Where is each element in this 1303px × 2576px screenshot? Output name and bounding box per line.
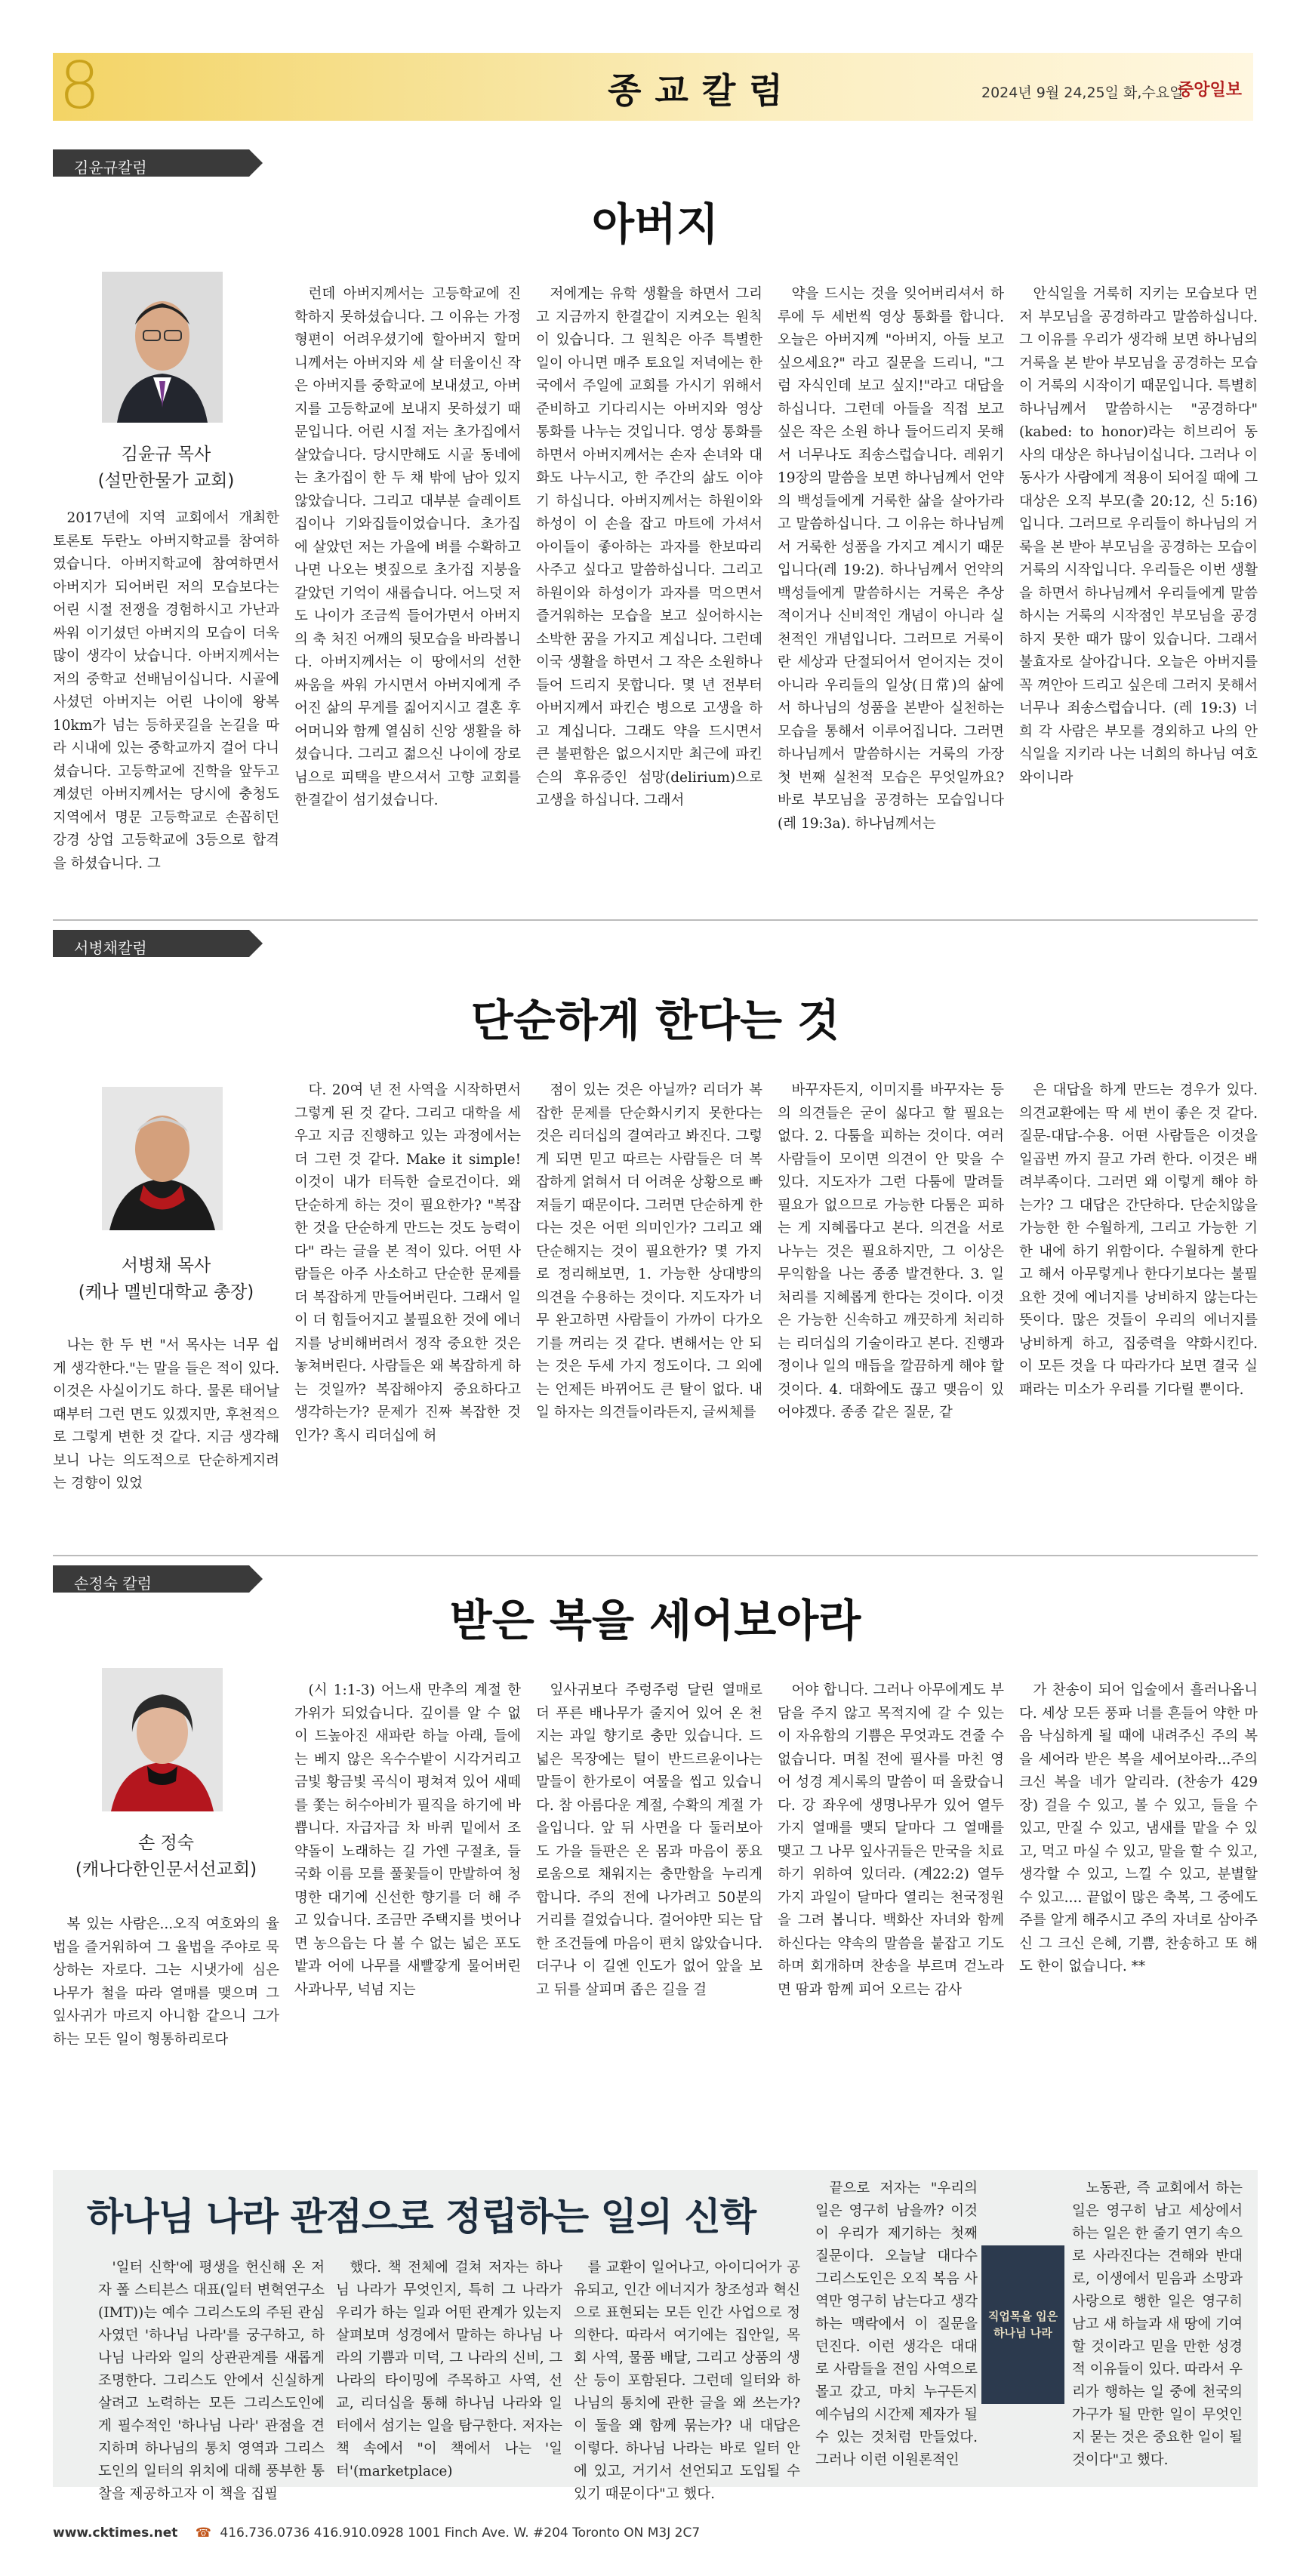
author-name: 손 정숙 xyxy=(138,1833,194,1853)
column-title: 받은 복을 세어보아라 xyxy=(449,1595,861,1646)
book-review-text-3: 를 교환이 일어나고, 아이디어가 공유되고, 인간 에너지가 창조성과 혁신으로 표현되는 모든 인간 사업으로 정의한다. 따라서 여기에는 집안일, 목회 사역, 물품 배달, 그리고 상품의 생산 등이 포함된다. 그런데 일터와 하나님의 통치에 관한 글을 왜 쓰는가? 이 둘을 왜 함께 묶는가? 내 대답은 이렇다. 하나님 나라는 바로 일터 안에 있고, 거기서 선언되고 도입될 수 있기 때문이다"고 했다. xyxy=(574,2260,800,2502)
column-text-1: 나는 한 두 번 "서 목사는 너무 쉽게 생각한다."는 말을 들은 적이 있다. 이것은 사실이기도 하다. 물론 태어날 때부터 그런 면도 있겠지만, 후천적으로 그렇게 변한 것 같다. 지금 생각해보니 나는 의도적으로 단순하게지려는 경향이 있었 xyxy=(53,1337,279,1491)
column-text-2: (시 1:1-3) 어느새 만추의 계절 한가위가 되었습니다. 깊이를 알 수 없이 드높아진 새파란 하늘 아래, 들에는 베지 않은 옥수수밭이 시각거리고 금빛 황금빛 곡식이 평쳐져 있어 새떼를 쫓는 허수아비가 필직을 하기에 바쁩니다. 자급자급 차 바퀴 밑에서 조약돌이 노래하는 길 가엔 구절초, 들국화 이름 모를 풀꽃들이 만발하여 청명한 대기에 신선한 향기를 더 해 주고 있습니다. 조금만 주택지를 벗어나면 농으읍는 다 볼 수 없는 넓은 포도밭과 어에 나무를 새빨갛게 물어버린 사과나무, 넉넘 지는 xyxy=(294,1682,521,1998)
page-header xyxy=(53,48,1253,124)
column-text-5: 가 찬송이 되어 입술에서 흘러나옵니다. 세상 모든 풍파 너를 흔들어 약한 마음 낙심하게 될 때에 내려주신 주의 복을 세어라 받은 복을 세어보아라...주의 크신 복을 네가 알리라. (찬송가 429장) 걸을 수 있고, 볼 수 있고, 들을 수 있고, 만질 수 있고, 냄새를 맡을 수 있고, 먹고 마실 수 있고, 말을 할 수 있고, 생각할 수 있고, 느낄 수 있고, 분별할 수 있고.... 끝없이 많은 축복, 그 중에도 주를 알게 해주시고 주의 자녀로 삼아주신 그 크신 은혜, 기쁨, 찬송하고 또 해도 한이 없습니다. ** xyxy=(1019,1682,1258,1974)
author-affiliation: (설만한물가 교회) xyxy=(97,471,235,491)
author-affiliation: (케나 멜빈대학교 총장) xyxy=(78,1282,254,1302)
column-tag: 서병채칼럼 xyxy=(53,930,249,957)
page-footer xyxy=(53,2525,700,2541)
column-text-5: 은 대답을 하게 만드는 경우가 있다. 의견교환에는 딱 세 번이 좋은 것 같다. 질문-대답-수용. 어떤 사람들은 이것을 일곱번 까지 끌고 가려 한다. 이것은 배려부족이다. 그러면 왜 이렇게 해야 하는가? 그 대답은 간단하다. 단순치않을 가능한 한 수월하게, 그리고 가능한 기한 내에 하기 위함이다. 수월하게 한다고 해서 아무렇게나 한다기보다는 불필요한 것에 에너지를 낭비하지 않는다는 뜻이다. 많은 것들이 우리의 에너지를 낭비하게 하고, 집중력을 약화시킨다. 이 모든 것을 다 따라가다 보면 결국 실패라는 미소가 우리를 기다릴 뿐이다. xyxy=(1019,1082,1258,1398)
column-text-5: 안식일을 거룩히 지키는 모습보다 먼저 부모님을 공경하라고 말씀하십니다. 그 이유를 우리가 생각해 보면 하나님의 거룩을 본 받아 부모님을 공경하는 모습이 거룩의 시작이기 때문입니다. 특별히 하나님께서 말씀하시는 "공경하다"(kabed: to honor)라는 히브리어 동사의 대상은 하나님이십니다. 그러나 이 동사가 사람에게 적용이 되어질 때에 그 대상은 오직 부모(출 20:12, 신 5:16)입니다. 그러므로 우리들이 하나님의 거룩을 본 받아 부모님을 공경하는 모습이 거룩의 시작입니다. 우리들은 이번 생활을 하면서 하나님께서 우리들에게 말씀하시는 거룩의 시작점인 부모님을 공경하지 못한 때가 많이 있습니다. 그래서 불효자로 살아갑니다. 오늘은 아버지를 꼭 껴안아 드리고 싶은데 그러지 못해서 너무나 죄송스럽습니다. (레 19:3) 너희 각 사람은 부모를 경외하고 나의 안식일을 지키라 나는 너희의 하나님 여호와이니라 xyxy=(1019,286,1258,786)
author-name: 서병채 목사 xyxy=(121,1256,211,1276)
section-divider xyxy=(53,919,1258,921)
column-tag: 손정숙 칼럼 xyxy=(53,1565,249,1593)
book-review-text-5: 노동관, 즉 교회에서 하는 일은 영구히 남고 세상에서 하는 일은 한 줄기 연기 속으로 사라진다는 견해와 반대로, 이생에서 믿음과 소망과 사랑으로 행한 일은 영구히 남고 새 하늘과 새 땅에 기여할 것이라고 믿을 만한 성경적 이유들이 있다. 따라서 우리가 행하는 일 중에 천국의 가구가 될 만한 일이 무엇인지 묻는 것은 중요한 일이 될 것이다"고 했다. xyxy=(1072,2181,1243,2468)
column-text-4: 어야 합니다. 그러나 아무에게도 부담을 주지 않고 목적지에 갈 수 있는 이 자유함의 기쁨은 무엇과도 견줄 수 없습니다. 며칠 전에 필사를 마친 영어 성경 계시록의 말씀이 떠 올랐습니다. 강 좌우에 생명나무가 있어 열두 가지 열매를 맺되 달마다 그 열매를 맺고 그 나무 잎사귀들은 만국을 치료하기 위하여 있더라. (계22:2) 열두 가지 과일이 달마다 열리는 천국정원을 그려 봅니다. 백화산 자녀와 함께 하신다는 약속의 말씀을 붙잡고 기도하며 회개하며 찬송을 부르며 걷노라면 땀과 함께 피어 오르는 감사 xyxy=(778,1682,1004,1998)
column-text-3: 저에게는 유학 생활을 하면서 그리고 지금까지 한결같이 지켜오는 원칙이 있습니다. 그 원칙은 아주 특별한 일이 아니면 매주 토요일 저녁에는 한국에서 주일에 교회를 가시기 위해서 준비하고 기다리시는 아버지와 영상 통화를 나누는 것입니다. 영상 통화를 하면서 아버지께서는 손자 손녀와 대화도 나누시고, 한 주간의 삶도 이야기 하십니다. 아버지께서는 하원이와 하성이 이 손을 잡고 마트에 가셔서 아이들이 좋아하는 과자를 한보따리 사주고 싶다고 말씀하십니다. 그리고 하원이와 하성이가 과자를 먹으면서 즐거워하는 모습을 보고 싶어하시는 소박한 꿈을 가지고 계십니다. 그런데 이국 생활을 하면서 그 작은 소원하나 들어 드리지 못합니다. 몇 년 전부터 아버지께서 파킨슨 병으로 고생을 하고 계십니다. 그래도 약을 드시면서 큰 불편함은 없으시지만 최근에 파킨슨의 후유증인 섬망(delirium)으로 고생을 하십니다. 그래서 xyxy=(536,286,762,808)
section-divider xyxy=(53,1555,1258,1556)
column-text-2: 다. 20여 년 전 사역을 시작하면서 그렇게 된 것 같다. 그리고 대학을 세우고 지금 진행하고 있는 과정에서는 더 그런 것 같다. Make it simple! 이것이 내가 터득한 슬로건이다. 왜 단순하게 하는 것이 필요한가? "복잡한 것을 단순하게 만드는 것도 능력이다" 라는 글을 본 적이 있다. 어떤 사람들은 아주 사소하고 단순한 문제를 더 복잡하게 만들어버린다. 그래서 일이 더 힘들어지고 불필요한 것에 에너지를 낭비해버려서 정작 중요한 것은 놓쳐버린다. 사람들은 왜 복잡하게 하는 것일까? 복잡해야지 중요하다고 생각하는가? 문제가 진짜 복잡한 것인가? 혹시 리더십에 허 xyxy=(294,1082,521,1444)
column-text-1: 2017년에 지역 교회에서 개최한 토론토 두란노 아버지학교를 참여하였습니다. 아버지학교에 참여하면서 아버지가 되어버린 저의 모습보다는 어린 시절 전쟁을 경험하시고 가난과 싸워 이기셨던 아버지의 모습이 더욱 많이 생각이 났습니다. 아버지께서는 저의 중학교 선배님이십니다. 시골에 사셨던 아버지는 어린 나이에 왕복10km가 넘는 등하굣길을 논길을 따라 시내에 있는 중학교까지 걸어 다니셨습니다. 고등학교에 진학을 앞두고 계셨던 아버지께서는 당시에 충청도 지역에서 명문 고등학교로 손꼽히던 강경 상업 고등학교에 3등으로 합격을 하셨습니다. 그 xyxy=(53,510,279,872)
book-review-title: 하나님 나라 관점으로 정립하는 일의 신학 xyxy=(87,2194,756,2239)
book-cover-image xyxy=(981,2245,1064,2404)
book-review-box xyxy=(53,2170,1258,2502)
column-text-4: 약을 드시는 것을 잊어버리셔서 하루에 두 세번씩 영상 통화를 합니다. 오늘은 아버지께 "아버지, 아들 보고 싶으세요?" 라고 질문을 드리니, "그럼 자식인데 보고 싶지!"라고 대답을 하십니다. 그런데 아들을 직접 보고 싶은 작은 소원 하나 들어드리지 못해서 너무나도 죄송스럽습니다. 레위기 19장의 말씀을 보면 하나님께서 언약의 백성들에게 거룩한 삶을 살아가라고 말씀하십니다. 그 이유는 하나님께서 거룩한 성품을 가지고 계시기 때문입니다(레 19:2). 하나님께서 언약의 백성들에게 말씀하시는 거룩은 추상적이거나 신비적인 개념이 아니라 실천적인 개념입니다. 그러므로 거룩이란 세상과 단절되어서 얻어지는 것이 아니라 우리들의 일상(日常)의 삶에서 하나님의 성품을 본받아 실천하는 모습을 통해서 이루어집니다. 그러면 하나님께서 말씀하시는 거룩의 가장 첫 번째 실천적 모습은 무엇일까요? 바로 부모님을 공경하는 모습입니다(레 19:3a). 하나님께서는 xyxy=(778,286,1004,832)
author-affiliation: (캐나다한인문서선교회) xyxy=(75,1860,257,1879)
column-text-3: 잎사귀보다 주렁주렁 달린 열매로 더 푸른 배나무가 줄지어 있어 온 천지는 과일 향기로 충만 있습니다. 드넓은 목장에는 털이 반드르윤이나는 말들이 한가로이 여물을 씹고 있습니다. 참 아름다운 계절, 수확의 계절 가을입니다. 앞 뒤 사면을 다 둘러보아도 가을 들판은 온 몸과 마음이 풍요로움으로 채워지는 충만함을 누리게 합니다. 주의 전에 나가려고 50분의 거리를 걸었습니다. 걸어야만 되는 답한 조건들에 마음이 편치 않았습니다. 더구나 이 길엔 인도가 없어 앞을 보고 뒤를 살피며 좁은 길을 걸 xyxy=(536,1682,762,1998)
column-title: 아버지 xyxy=(591,199,719,250)
book-review-text-2: 했다. 책 전체에 걸쳐 저자는 하나님 나라가 무엇인지, 특히 그 나라가 우리가 하는 일과 어떤 관계가 있는지 살펴보며 성경에서 말하는 하나님 나라의 기쁨과 미덕, 그 나라의 신비, 그 나라의 타이밍에 주목하고 사역, 선교, 리더십을 통해 하나님 나라와 일터에서 섬기는 일을 탐구한다. 저자는 책 속에서 "이 책에서 나는 '일터'(marketplace) xyxy=(336,2260,562,2479)
author-photo xyxy=(102,1087,223,1230)
column-text-1: 복 있는 사람은...오직 여호와의 율법을 즐거워하여 그 율법을 주야로 묵상하는 자로다. 그는 시냇가에 심은 나무가 철을 따라 열매를 맺으며 그 잎사귀가 마르지 아니함 같으니 그가 하는 모든 일이 형통하리로다 xyxy=(53,1916,279,2048)
book-cover-title: 직업목을 입은 하나님 나라 xyxy=(987,2310,1058,2340)
author-photo xyxy=(102,1668,223,1811)
footer-contact: 416.736.0736 416.910.0928 1001 Finch Ave. W. #204 Toronto ON M3J 2C7 xyxy=(220,2525,701,2541)
column-text-4: 바꾸자든지, 이미지를 바꾸자는 등의 의견들은 굳이 싫다고 할 필요는 없다. 2. 다툼을 피하는 것이다. 여러 사람들이 모이면 의견이 안 맞을 수 있다. 지도자가 그런 다툼에 말려들 필요가 없으므로 가능한 다툼은 피하는 게 지혜롭다고 본다. 의견을 서로 나누는 것은 필요하지만, 그 이상은 무익함을 나는 종종 발견한다. 3. 일 처리를 지혜롭게 한다는 것이다. 이것은 가능한 신속하고 깨끗하게 처리하는 리더십의 기술이라고 본다. 진행과정이나 일의 매듭을 깔끔하게 해야 할 것이다. 4. 대화에도 끊고 맺음이 있어야겠다. 종종 같은 질문, 같 xyxy=(778,1082,1004,1420)
book-review-text-4: 끝으로 저자는 "우리의 일은 영구히 남을까? 이것이 우리가 제기하는 첫째 질문이다. 오늘날 대다수 그리스도인은 오직 복음 사역만 영구히 남는다고 생각하는 맥락에서 이 질문을 던진다. 이런 생각은 대대로 사람들을 전임 사역으로 몰고 갔고, 마치 누구든지 예수님의 시간제 제자가 될 수 있는 것처럼 만들었다. 그러나 이런 이원론적인 xyxy=(815,2181,978,2468)
column-text-3: 점이 있는 것은 아닐까? 리더가 복잡한 문제를 단순화시키지 못한다는 것은 리더십의 결여라고 봐진다. 그렇게 되면 믿고 따르는 사람들은 더 복잡하게 얽혀서 더 어려운 상황으로 빠져들기 때문이다. 그러면 단순하게 한다는 것은 어떤 의미인가? 그리고 왜 단순해지는 것이 필요한가? 몇 가지로 정리해보면, 1. 가능한 상대방의 의견을 수용하는 것이다. 지도자가 너무 완고하면 사람들이 가까이 다가오기를 꺼리는 것 같다. 변해서는 안 되는 것은 두세 가지 정도이다. 그 외에는 언제든 바뀌어도 큰 탈이 없다. 내일 하자는 의견들이라든지, 글씨체를 xyxy=(536,1082,762,1420)
footer-website: www.cktimes.net xyxy=(53,2525,178,2541)
author-name: 김윤규 목사 xyxy=(121,445,211,464)
section-title: 종교칼럼 xyxy=(608,70,796,111)
phone-icon: ☎ xyxy=(195,2525,211,2541)
author-photo xyxy=(102,272,223,423)
newspaper-logo: 중앙일보 xyxy=(1178,81,1243,100)
column-title: 단순하게 한다는 것 xyxy=(470,995,840,1046)
column-text-2: 런데 아버지께서는 고등학교에 진학하지 못하셨습니다. 그 이유는 가정 형편이 어려우셨기에 할아버지 할머니께서는 아버지와 세 살 터울이신 작은 아버지를 중학교에 보내셨고, 아버지를 고등학교에 보내지 못하셨기 때문입니다. 어린 시절 저는 초가집에서 살았습니다. 당시만해도 시골 동네에는 초가집이 한 두 채 밖에 남아 있지 않았습니다. 그리고 대부분 슬레이트 집이나 기와집들이었습니다. 초가집에 살았던 저는 가을에 벼를 수확하고 나면 나오는 볏짚으로 초가집 지붕을 갈았던 기억이 새롭습니다. 어느덧 저도 나이가 조금씩 들어가면서 아버지의 축 처진 어깨의 뒷모습을 바라봅니다. 아버지께서는 이 땅에서의 선한 싸움을 싸워 가시면서 아버지에게 주어진 삶의 무게를 짊어지시고 결혼 후 어머니와 함께 열심히 신앙 생활을 하셨습니다. 그리고 젊으신 나이에 장로님으로 피택을 받으셔서 고향 교회를 한결같이 섬기셨습니다. xyxy=(294,286,521,808)
issue-date: 2024년 9월 24,25일 화,수요일 xyxy=(981,85,1184,101)
column-tag: 김윤규칼럼 xyxy=(53,149,249,177)
book-review-text-1: '일터 신학'에 평생을 헌신해 온 저자 폴 스티븐스 대표(일터 변혁연구소(IMT))는 예수 그리스도의 주된 관심사였던 '하나님 나라'를 궁구하고, 하나님 나라와 일의 상관관계를 새롭게 조명한다. 그리스도 안에서 신실하게 살려고 노력하는 모든 그리스도인에게 필수적인 '하나님 나라' 관점을 견지하며 하나님의 통치 영역과 그리스도인의 일터의 위치에 대해 풍부한 통찰을 제공하고자 이 책을 집필 xyxy=(98,2260,325,2502)
page-number: 8 xyxy=(59,48,100,124)
